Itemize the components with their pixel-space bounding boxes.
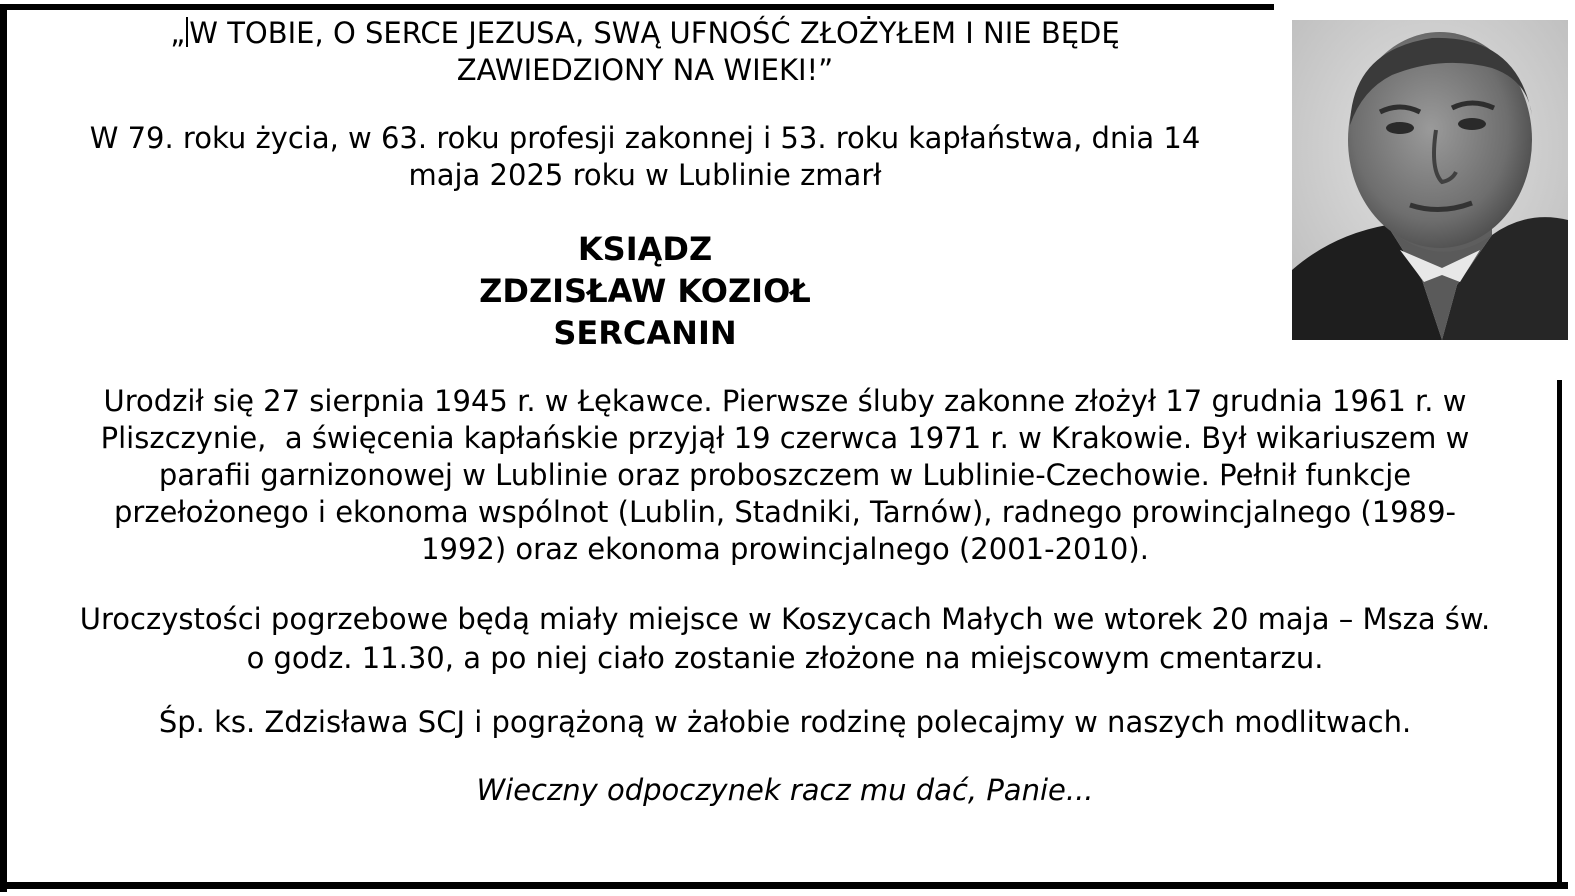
bio-line-5: 1992) oraz ekonoma prowincjalnego (2001-2010). <box>421 532 1149 566</box>
bio-line-1: Urodził się 27 sierpnia 1945 r. w Łękawce. Pierwsze śluby zakonne złożył 17 grudnia 1961 r. w <box>103 384 1467 418</box>
opening-quote <box>60 15 1230 89</box>
text-cursor <box>186 17 188 47</box>
frame-border-right <box>1557 380 1562 889</box>
death-announcement <box>30 120 1260 194</box>
prayer-request: Śp. ks. Zdzisława SCJ i pogrążoną w żałobie rodzinę polecajmy w naszych modlitwach. <box>158 705 1412 739</box>
name-order: SERCANIN <box>553 314 737 352</box>
quote-line-2: ZAWIEDZIONY NA WIEKI!” <box>456 53 834 87</box>
funeral-line-1: Uroczystości pogrzebowe będą miały miejsce w Koszycach Małych we wtorek 20 maja – Msza św. <box>79 602 1491 636</box>
frame-border-top <box>4 4 1274 10</box>
intro-line-1: W 79. roku życia, w 63. roku profesji zakonnej i 53. roku kapłaństwa, dnia 14 <box>89 121 1201 155</box>
quote-line-1-text: W TOBIE, O SERCE JEZUSA, SWĄ UFNOŚĆ ZŁOŻYŁEM I NIE BĘDĘ <box>189 16 1120 50</box>
name-full: ZDZISŁAW KOZIOŁ <box>479 272 811 310</box>
deceased-name <box>300 228 990 354</box>
funeral-line-2: o godz. 11.30, a po niej ciało zostanie złożone na miejscowym cmentarzu. <box>246 641 1324 675</box>
intro-line-2: maja 2025 roku w Lublinie zmarł <box>408 158 882 192</box>
bio-line-2: Pliszczynie, a święcenia kapłańskie przyjął 19 czerwca 1971 r. w Krakowie. Był wikariuszem w <box>100 421 1470 455</box>
funeral-info <box>20 600 1550 678</box>
name-title: KSIĄDZ <box>577 230 713 268</box>
closing-prayer: Wieczny odpoczynek racz mu dać, Panie... <box>476 773 1094 807</box>
quote-open-mark: „ <box>170 16 186 50</box>
bio-line-4: przełożonego i ekonoma wspólnot (Lublin, Stadniki, Tarnów), radnego prowincjalnego (1989- <box>113 495 1456 529</box>
frame-border-bottom <box>0 882 1568 889</box>
frame-border-left <box>0 4 7 892</box>
portrait-photo <box>1292 20 1568 340</box>
biography <box>30 383 1540 568</box>
quote-line-1 <box>60 15 1230 52</box>
bio-line-3: parafii garnizonowej w Lublinie oraz proboszczem w Lublinie-Czechowie. Pełnił funkcje <box>158 458 1412 492</box>
